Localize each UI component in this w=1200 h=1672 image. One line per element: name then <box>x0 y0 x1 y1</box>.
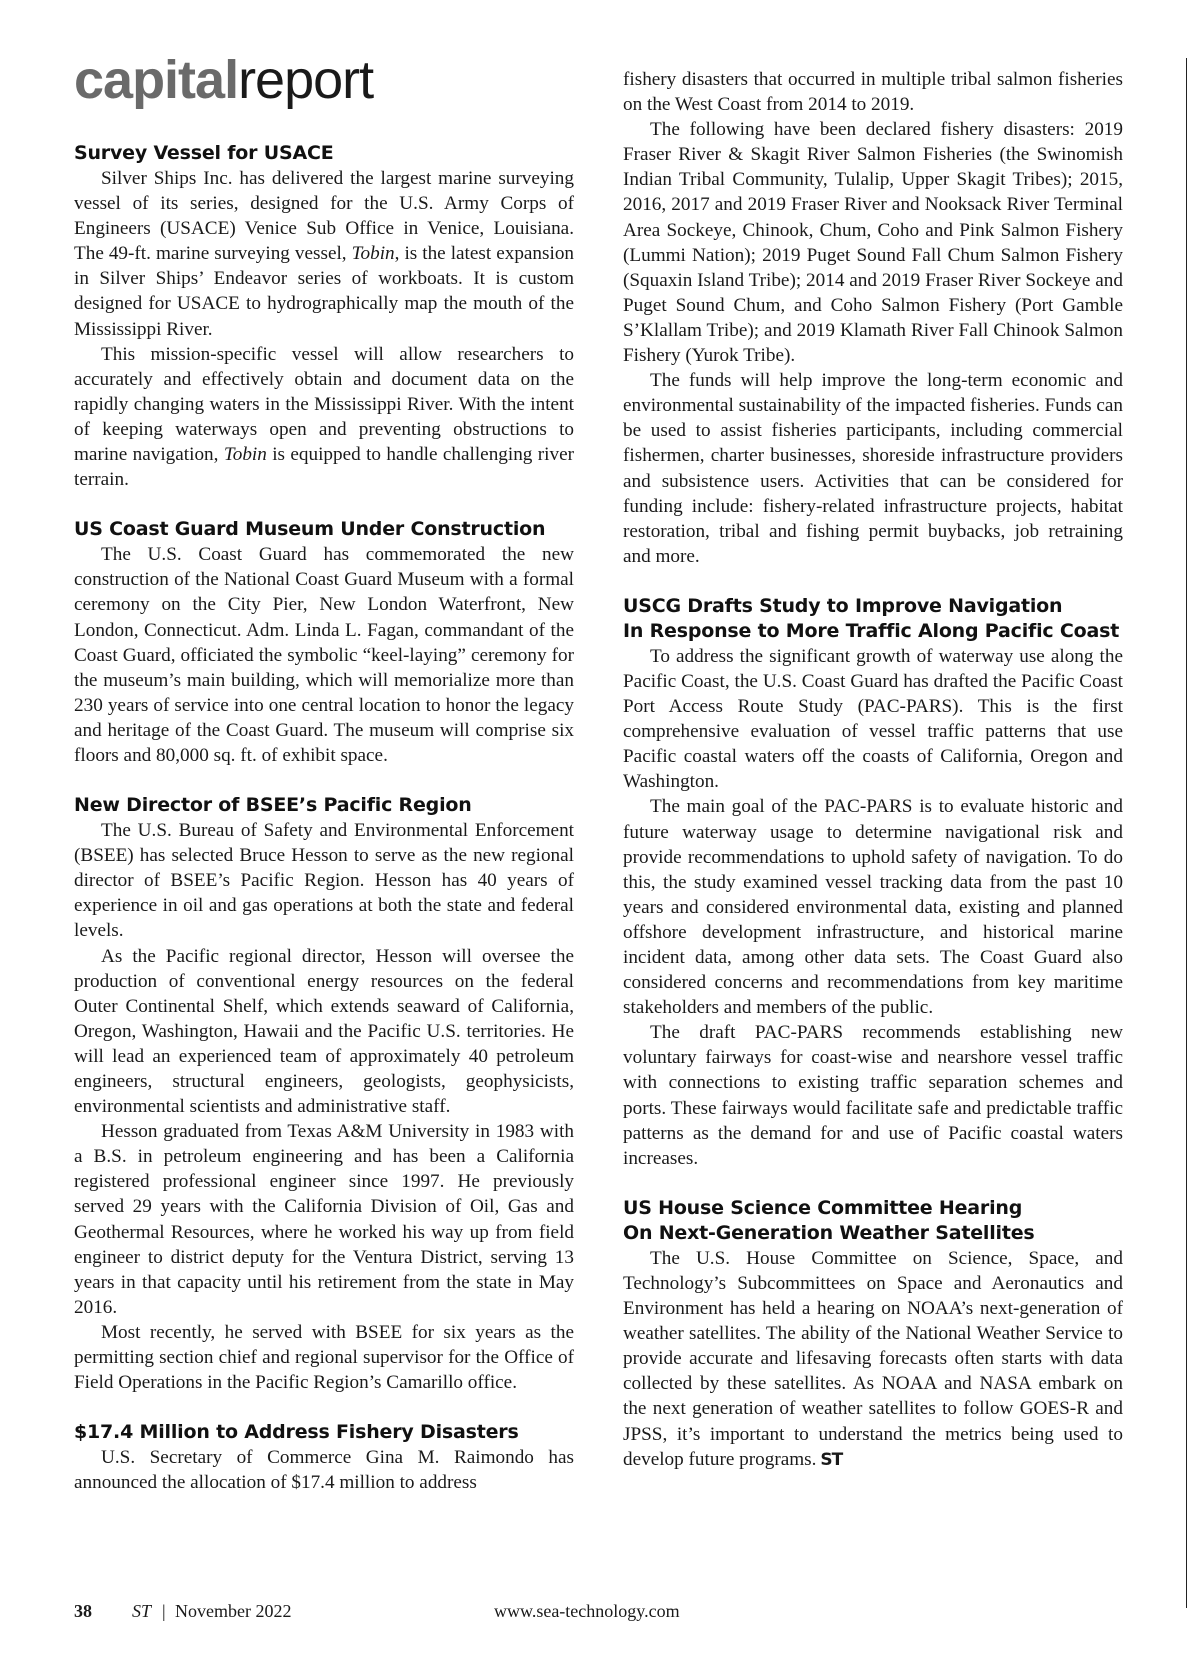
footer-separator: | <box>162 1601 166 1621</box>
section-masthead <box>74 48 373 112</box>
article-paragraph: As the Pacific regional director, Hesson will oversee the production of conventional energy resources on the federal Outer Continental Shelf, which extends seaward of California, Oregon, Washington, Hawaii and the Pacific U.S. territories. He will lead an experienced team of approximately 40 petroleum engineers, structural engineers, geologists, geophysicists, environmental scientists and administrative staff. <box>74 945 574 1118</box>
article-paragraph: The following have been declared fishery disasters: 2019 Fraser River & Skagit River Salmon Fisheries (the Swinomish Indian Tribal Community, Tulalip, Upper Skagit Tribes); 2015, 2016, 2017 and 2019 Fraser River and Nooksack River Terminal Area Sockeye, Chinook, Chum, Coho and Pink Salmon Fishery (Lummi Nation); 2019 Puget Sound Fall Chum Salmon Fishery (Squaxin Island Tribe); 2014 and 2019 Fraser River Sockeye and Puget Sound Chum, and Coho Salmon Fishery (Port Gamble S’Klallam Tribe); and 2019 Klamath River Fall Chinook Salmon Fishery (Yurok Tribe). <box>623 119 1123 367</box>
article-uscg-navigation-study <box>623 594 1123 1171</box>
end-mark: ST <box>820 1449 843 1470</box>
article-coast-guard-museum <box>74 517 574 768</box>
article-fishery-disasters-continued <box>623 67 1123 569</box>
article-paragraph: Hesson graduated from Texas A&M University in 1983 with a B.S. in petroleum engineering and has been a California registered professional engineer since 1997. He previously served 29 years with the California Division of Oil, Gas and Geothermal Resources, where he worked his way up from field engineer to district deputy for the Ventura District, serving 13 years in that capacity until his retirement from the state in May 2016. <box>74 1121 574 1318</box>
article-heading: New Director of BSEE’s Pacific Region <box>74 794 472 817</box>
column-rule <box>1186 58 1187 1608</box>
article-heading: Survey Vessel for USACE <box>74 142 334 164</box>
article-paragraph: The main goal of the PAC-PARS is to evaluate historic and future waterway usage to determine navigational risk and provide recommendations to uphold safety of navigation. To do this, the study examined vessel tracking data from the past 10 years and considered environmental data, existing and planned offshore development infrastructure, and historical marine incident data, among other data sets. The Coast Guard also considered concerns and recommendations from key maritime stakeholders and members of the public. <box>623 796 1123 1019</box>
article-paragraph: This mission-specific vessel will allow researchers to accurately and effectively obtain and document data on the rapidly changing waters in the Mississippi River. With the intent of keeping waterways open and preventing obstructions to marine navigation, Tobin is equipped to handle challenging river terrain. <box>74 343 574 491</box>
article-paragraph: The U.S. Bureau of Safety and Environmental Enforcement (BSEE) has selected Bruce Hesson to serve as the new regional director of BSEE’s Pacific Region. Hesson has 40 years of experience in oil and gas operations at both the state and federal levels. <box>74 820 574 942</box>
article-weather-satellites-hearing <box>623 1196 1123 1473</box>
article-paragraph: The U.S. House Committee on Science, Space, and Technology’s Subcommittees on Space and Aeronautics and Environment has held a hearing on NOAA’s next-generation of weather satellites. The ability of the National Weather Service to provide accurate and lifesaving forecasts often starts with data collected by these satellites. As NOAA and NASA embark on the next generation of weather satellites to follow GOES-R and JPSS, it’s important to understand the metrics being used to develop future programs. ST <box>623 1247 1123 1470</box>
website-url: www.sea-technology.com <box>494 1601 680 1621</box>
article-heading: US Coast Guard Museum Under Construction <box>74 518 546 541</box>
article-paragraph: The U.S. Coast Guard has commemorated the new construction of the National Coast Guard Museum with a formal ceremony on the City Pier, New London Waterfront, New London, Connecticut. Adm. Linda L. Fagan, commandant of the Coast Guard, officiated the symbolic “keel-laying” ceremony for the museum’s main building, which will memorialize more than 230 years of service into one central location to honor the legacy and heritage of the Coast Guard. The museum will comprise six floors and 80,000 sq. ft. of exhibit space. <box>74 544 574 766</box>
issue-date: November 2022 <box>175 1601 292 1621</box>
article-heading: $17.4 Million to Address Fishery Disasters <box>74 1421 519 1444</box>
article-bsee-director <box>74 793 574 1395</box>
magazine-abbrev: ST <box>132 1601 152 1621</box>
left-column <box>74 141 574 1495</box>
article-paragraph: To address the significant growth of waterway use along the Pacific Coast, the U.S. Coast Guard has drafted the Pacific Coast Port Access Route Study (PAC-PARS). This is the first comprehensive evaluation of vessel traffic patterns that use Pacific coastal waters off the coasts of California, Oregon and Washington. <box>623 645 1123 793</box>
page-number: 38 <box>74 1601 92 1621</box>
masthead-capital: capital <box>74 50 239 110</box>
article-paragraph: fishery disasters that occurred in multiple tribal salmon fisheries on the West Coast from 2014 to 2019. <box>623 69 1123 116</box>
article-paragraph: U.S. Secretary of Commerce Gina M. Raimondo has announced the allocation of $17.4 million to address <box>74 1447 574 1494</box>
article-fishery-disasters <box>74 1420 574 1495</box>
article-paragraph: The draft PAC-PARS recommends establishing new voluntary fairways for coast-wise and nearshore vessel traffic with connections to existing traffic separation schemes and ports. These fairways would facilitate safe and predictable traffic patterns as the demand for and use of Pacific coastal waters increases. <box>623 1022 1123 1169</box>
article-heading: US House Science Committee Hearing On Next-Generation Weather Satellites <box>623 1196 1035 1244</box>
article-survey-vessel <box>74 141 574 492</box>
article-paragraph: The funds will help improve the long-term economic and environmental sustainability of the impacted fisheries. Funds can be used to assist fisheries participants, including commercial fishermen, charter businesses, shoreside infrastructure providers and subsistence users. Activities that can be considered for funding include: fishery-related infrastructure projects, habitat restoration, tribal and fishing permit buybacks, job retraining and more. <box>623 370 1123 567</box>
masthead-report: report <box>238 50 374 110</box>
right-column <box>623 67 1123 1473</box>
article-paragraph: Silver Ships Inc. has delivered the largest marine surveying vessel of its series, designed for the U.S. Army Corps of Engineers (USACE) Venice Sub Office in Venice, Louisiana. The 49-ft. marine surveying vessel, Tobin, is the latest expansion in Silver Ships’ Endeavor series of workboats. It is custom designed for USACE to hydrographically map the mouth of the Mississippi River. <box>74 168 575 340</box>
article-heading: USCG Drafts Study to Improve Navigation In Response to More Traffic Along Pacific Coast <box>623 594 1120 642</box>
article-paragraph: Most recently, he served with BSEE for six years as the permitting section chief and regional supervisor for the Office of Field Operations in the Pacific Region’s Camarillo office. <box>74 1321 574 1394</box>
page-footer <box>0 1597 1200 1625</box>
